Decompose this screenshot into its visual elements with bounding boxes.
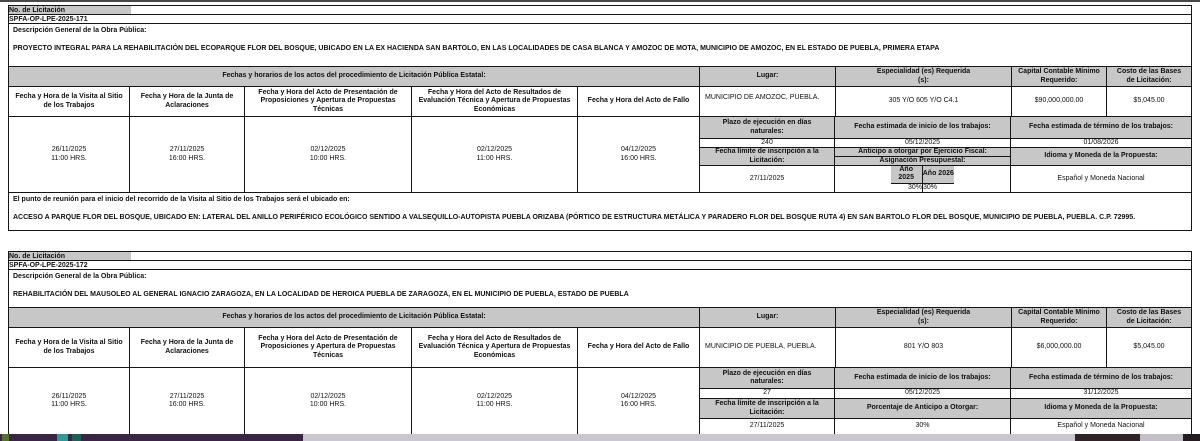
anticipo-header: Porcentaje de Anticipo a Otorgar:: [835, 399, 1011, 418]
resultados-value: 02/12/2025 11:00 HRS.: [412, 117, 578, 192]
termino-value: 01/08/2026: [1083, 139, 1119, 146]
photo-strip-purple: [0, 434, 303, 441]
fallo-value: 04/12/2025 16:00 HRS.: [578, 117, 700, 192]
photo-strip-darkgreen-fleck: [72, 434, 81, 441]
photo-strip-light-2: [1140, 434, 1183, 441]
costo-header: Costo de las Bases de Licitación:: [1107, 67, 1191, 86]
photo-strip-corner: [1183, 434, 1200, 441]
plazo-value: 240: [700, 139, 835, 147]
obra-description: PROYECTO INTEGRAL PARA LA REHABILITACIÓN DEL ECOPARQUE FLOR DEL BOSQUE, UBICADO EN LA EX HACIENDA SAN BARTOLO, EN LAS LOCALIDADES DE CASA BLANCA Y AMOZOC DE MOTA, MUNICIPIO DE AMOZOC, EN EL ESTADO DE PUEBLA, PRIMERA ETAPA: [13, 44, 940, 52]
photo-strip-teal-fleck: [57, 434, 68, 441]
limite-header: Fecha límite de inscripción a la Licitación:: [700, 148, 835, 165]
photo-strip: [0, 434, 1200, 441]
costo-value: $5,045.00: [1133, 343, 1165, 351]
resultados-header: Fecha y Hora del Acto de Resultados de Evaluación Técnica y Apertura de Propuestas Económicas: [412, 87, 578, 116]
fechas-horarios-header: Fechas y horarios de los actos del procedimiento de Licitación Pública Estatal:: [9, 67, 700, 86]
obra-description-cell: [9, 24, 943, 66]
presentacion-header: Fecha y Hora del Acto de Presentación de Proposiciones y Apertura de Propuestas Técnicas: [245, 87, 412, 116]
costo-value: $5,045.00: [1133, 97, 1165, 105]
inicio-header: Fecha estimada de inicio de los trabajos:: [835, 368, 1011, 388]
lugar-value: MUNICIPIO DE AMOZOC, PUEBLA.: [700, 87, 836, 116]
fallo-header: Fecha y Hora del Acto de Fallo: [578, 87, 700, 116]
idioma-value: Español y Moneda Nacional: [1057, 174, 1145, 182]
resultados-value: 02/12/2025 11:00 HRS.: [412, 368, 578, 434]
especialidad-value: 801 Y/O 803: [836, 328, 1012, 367]
inicio-value: 05/12/2025: [835, 389, 1011, 398]
lugar-header: Lugar:: [700, 308, 836, 327]
resultados-header: Fecha y Hora del Acto de Resultados de Evaluación Técnica y Apertura de Propuestas Económicas: [412, 328, 578, 367]
licitacion-table-171: [8, 5, 1192, 231]
photo-strip-dark: [1075, 434, 1140, 441]
capital-header: Capital Contable Mínimo Requerido:: [1012, 67, 1107, 86]
limite-value: 27/11/2025: [700, 166, 835, 192]
plazo-header: Plazo de ejecución en días naturales:: [700, 368, 835, 388]
junta-header: Fecha y Hora de la Junta de Aclaraciones: [130, 87, 245, 116]
junta-header: Fecha y Hora de la Junta de Aclaraciones: [130, 328, 245, 367]
limite-header: Fecha límite de inscripción a la Licitación:: [700, 399, 835, 418]
fallo-header: Fecha y Hora del Acto de Fallo: [578, 328, 700, 367]
presentacion-header: Fecha y Hora del Acto de Presentación de Proposiciones y Apertura de Propuestas Técnicas: [245, 328, 412, 367]
anio-2026-header: Año 2026: [923, 166, 955, 183]
punto-reunion-value: ACCESO A PARQUE FLOR DEL BOSQUE, UBICADO EN: LATERAL DEL ANILLO PERIFÉRICO ECOLÓGICO SENTIDO A VALSEQUILLO-AUTOPISTA PUEBLA ORIZABA (PÓRTICO DE ESTRUCTURA METÁLICA Y PARADERO FLOR DEL BOSQUE RUTA 4) EN SAN BARTOLO FLOR DEL BOSQUE, MUNICIPIO DE PUEBLA, PUEBLA. C.P. 72995.: [13, 213, 1136, 221]
termino-header: Fecha estimada de término de los trabajos:: [1011, 368, 1191, 388]
limite-value: 27/11/2025: [700, 419, 835, 434]
photo-strip-green-fleck: [2, 434, 9, 441]
idioma-value: Español y Moneda Nacional: [1057, 422, 1145, 430]
obra-description: REHABILITACIÓN DEL MAUSOLEO AL GENERAL IGNACIO ZARAGOZA, EN LA LOCALIDAD DE HEROICA PUEBLA DE ZARAGOZA, EN EL MUNICIPIO DE PUEBLA, ESTADO DE PUEBLA: [13, 290, 629, 298]
anticipo-value: 30%: [835, 419, 1011, 434]
plazo-header: Plazo de ejecución en días naturales:: [700, 117, 835, 138]
licitacion-table-172: [8, 251, 1192, 435]
fechas-horarios-header: Fechas y horarios de los actos del procedimiento de Licitación Pública Estatal:: [9, 308, 700, 327]
punto-reunion-label: El punto de reunión para el inicio del recorrido de la Visita al Sitio de los Trabajos será el ubicado en:: [13, 196, 350, 203]
anio-2025-header: Año 2025: [891, 166, 923, 183]
inicio-header: Fecha estimada de inicio de los trabajos:: [835, 117, 1011, 138]
lugar-header: Lugar:: [700, 67, 836, 86]
junta-value: 27/11/2025 16:00 HRS.: [130, 117, 245, 192]
idioma-header: Idioma y Moneda de la Propuesta:: [1011, 399, 1191, 418]
visita-value: 26/11/2025 11:00 HRS.: [9, 117, 130, 192]
visita-value: 26/11/2025 11:00 HRS.: [9, 368, 130, 434]
visita-header: Fecha y Hora de la Visita al Sitio de los Trabajos: [9, 87, 130, 116]
presentacion-value: 02/12/2025 10:00 HRS.: [245, 117, 412, 192]
anticipo-2026-value: 30%: [923, 183, 938, 191]
licitacion-number: SPFA-OP-LPE-2025-171: [9, 15, 88, 23]
lugar-value: MUNICIPIO DE PUEBLA, PUEBLA.: [700, 328, 836, 367]
anticipo-header-group: [835, 148, 1011, 165]
plazo-value: 27: [700, 389, 835, 398]
fallo-value: 04/12/2025 16:00 HRS.: [578, 368, 700, 434]
top-edge-line: [0, 0, 1200, 2]
termino-value: 31/12/2025: [1083, 389, 1119, 397]
visita-header: Fecha y Hora de la Visita al Sitio de los Trabajos: [9, 328, 130, 367]
inicio-value: 05/12/2025: [835, 139, 1011, 147]
descripcion-label: Descripción General de la Obra Pública:: [13, 273, 147, 280]
anticipo-2025-value: 30%: [907, 183, 922, 191]
termino-header: Fecha estimada de término de los trabajos:: [1011, 117, 1191, 138]
junta-value: 27/11/2025 16:00 HRS.: [130, 368, 245, 434]
especialidad-header: Especialidad (es) Requerida (s):: [836, 67, 1012, 86]
capital-value: $6,000,000.00: [1012, 328, 1107, 367]
costo-header: Costo de las Bases de Licitación:: [1107, 308, 1191, 327]
anticipo-years-grid: [835, 166, 1011, 192]
no-licitacion-header: No. de Licitación: [9, 6, 131, 14]
no-licitacion-header: No. de Licitación: [9, 252, 131, 260]
idioma-header: Idioma y Moneda de la Propuesta:: [1011, 148, 1191, 165]
photo-strip-light: [303, 434, 1075, 441]
punto-reunion-cell: [9, 193, 1139, 230]
especialidad-value: 305 Y/O 605 Y/O C4.1: [836, 87, 1012, 116]
presentacion-value: 02/12/2025 10:00 HRS.: [245, 368, 412, 434]
asignacion-presupuestal-header: Asignación Presupuestal:: [879, 157, 966, 165]
licitacion-number: SPFA-OP-LPE-2025-172: [9, 261, 88, 269]
capital-header: Capital Contable Mínimo Requerido:: [1012, 308, 1107, 327]
descripcion-label: Descripción General de la Obra Pública:: [13, 27, 147, 34]
anticipo-ejercicio-header: Anticipo a otorgar por Ejercicio Fiscal:: [835, 148, 1010, 157]
obra-description-cell: [9, 270, 633, 307]
capital-value: $90,000,000.00: [1012, 87, 1107, 116]
especialidad-header: Especialidad (es) Requerida (s):: [836, 308, 1012, 327]
